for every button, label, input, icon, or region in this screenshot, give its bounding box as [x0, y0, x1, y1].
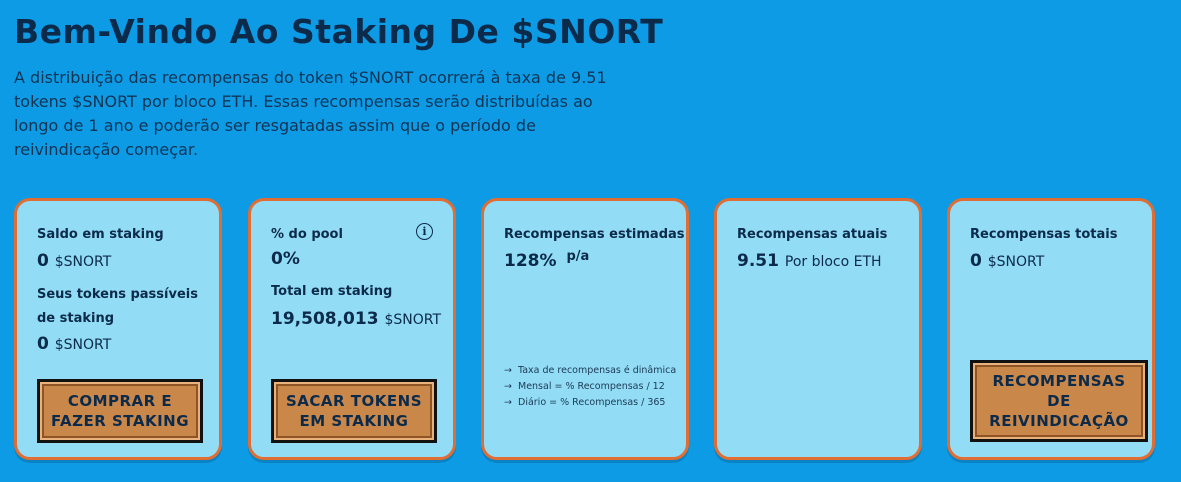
pool-share-label: % do pool: [271, 227, 343, 242]
staking-balance-label: Saldo em staking: [37, 227, 164, 242]
staking-balance-card: [14, 198, 222, 460]
staking-balance-unit: $SNORT: [54, 254, 112, 270]
total-rewards-amount: 0: [970, 251, 982, 271]
withdraw-staked-button[interactable]: SACAR TOKENS EM STAKING: [271, 379, 437, 443]
total-rewards-value: [970, 251, 1044, 271]
stakeable-tokens-label: Seus tokens passíveis de staking: [37, 287, 198, 326]
total-staked-amount: 19,508,013: [271, 309, 379, 329]
list-item: [504, 396, 682, 409]
current-rewards-label: Recompensas atuais: [737, 227, 888, 242]
total-rewards-card: [947, 198, 1155, 460]
total-staked-unit: $SNORT: [384, 312, 442, 328]
estimated-rewards-card: [481, 198, 689, 460]
current-rewards-value: [737, 251, 882, 271]
claim-rewards-button[interactable]: RECOMPENSAS DE REIVINDICAÇÃO: [970, 360, 1148, 442]
pool-share-value: 0%: [271, 249, 300, 269]
list-item: [504, 364, 682, 377]
staking-balance-value: [37, 251, 111, 271]
total-rewards-unit: $SNORT: [987, 254, 1045, 270]
estimated-rewards-value: [504, 251, 589, 271]
estimated-rewards-percent: 128%: [504, 251, 557, 271]
estimated-rewards-label: Recompensas estimadas: [504, 227, 685, 242]
info-icon[interactable]: i: [416, 223, 433, 240]
arrow-right-icon: →: [504, 381, 512, 392]
total-rewards-label: Recompensas totais: [970, 227, 1118, 242]
pool-card: [248, 198, 456, 460]
note-monthly: Mensal = % Recompensas / 12: [518, 381, 665, 392]
stakeable-tokens-amount: 0: [37, 334, 49, 354]
current-rewards-amount: 9.51: [737, 251, 779, 271]
note-dynamic-rate: Taxa de recompensas é dinâmica: [518, 365, 677, 376]
buy-and-stake-button[interactable]: COMPRAR E FAZER STAKING: [37, 379, 203, 443]
arrow-right-icon: →: [504, 397, 512, 408]
intro-text: A distribuição das recompensas do token $SNORT ocorrerá à taxa de 9.51 tokens $SNORT por bloco ETH. Essas recompensas serão distribuídas ao longo de 1 ano e poderão ser resgatadas assim que o período de reivindicação começar.: [14, 68, 607, 159]
estimated-rewards-suffix: p/a: [566, 249, 590, 264]
current-rewards-card: [714, 198, 922, 460]
staking-balance-amount: 0: [37, 251, 49, 271]
page-title: Bem-Vindo Ao Staking De $SNORT: [14, 12, 664, 51]
note-daily: Diário = % Recompensas / 365: [518, 397, 666, 408]
stakeable-tokens-value: [37, 334, 111, 354]
total-staked-value: [271, 309, 441, 329]
list-item: [504, 380, 682, 393]
stakeable-tokens-unit: $SNORT: [54, 337, 112, 353]
current-rewards-unit: Por bloco ETH: [784, 254, 882, 270]
total-staked-label: Total em staking: [271, 284, 393, 299]
rewards-notes: [504, 364, 682, 412]
arrow-right-icon: →: [504, 365, 512, 376]
